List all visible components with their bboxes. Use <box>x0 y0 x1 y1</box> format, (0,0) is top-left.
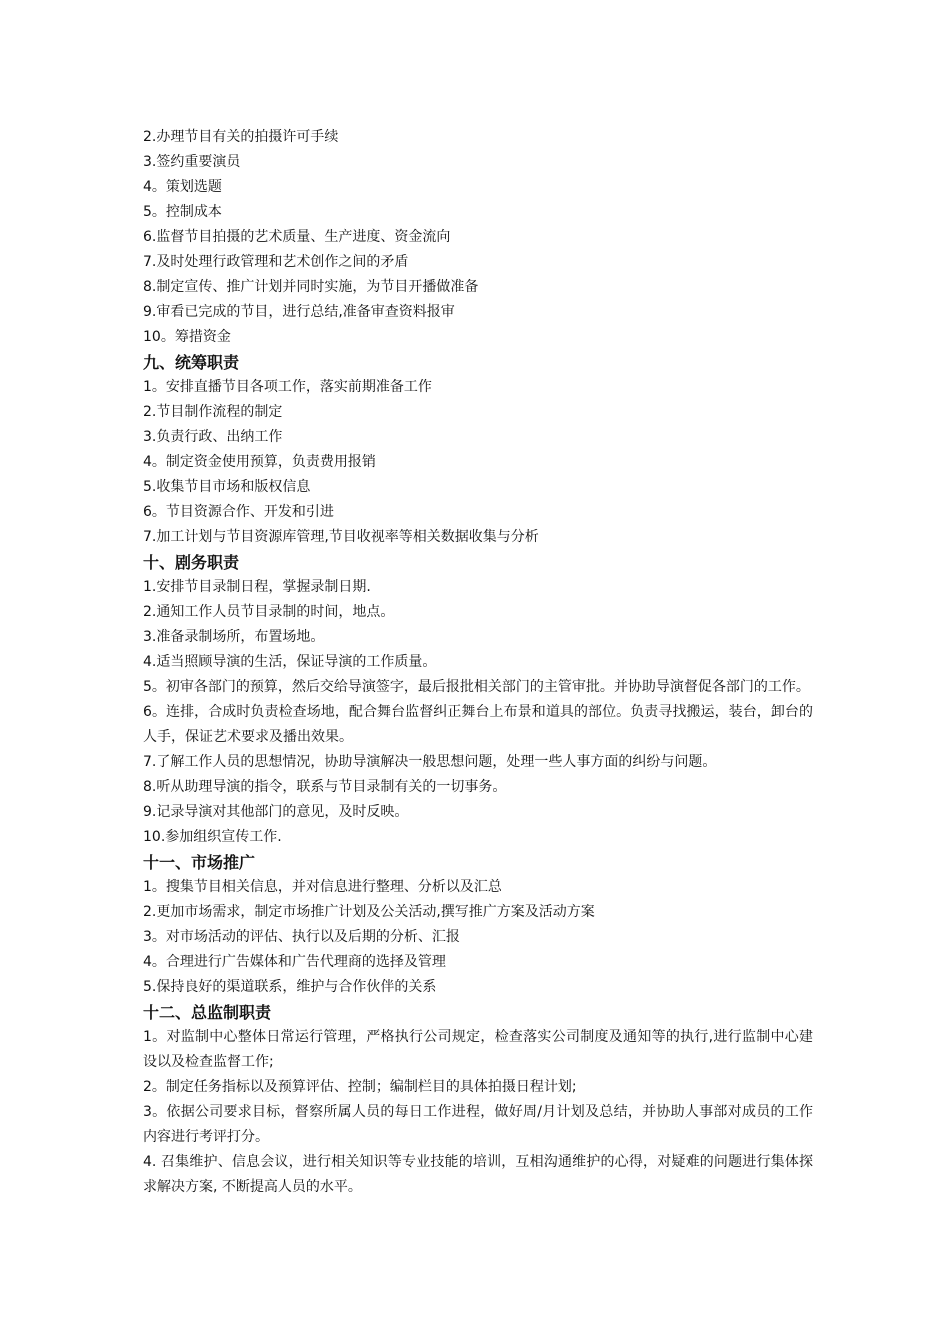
list-item: 4。合理进行广告媒体和广告代理商的选择及管理 <box>143 954 446 970</box>
list-item: 3。对市场活动的评估、执行以及后期的分析、汇报 <box>143 929 460 945</box>
list-item: 7.及时处理行政管理和艺术创作之间的矛盾 <box>143 254 409 270</box>
list-item: 7.加工计划与节目资源库管理,节目收视率等相关数据收集与分析 <box>143 529 539 545</box>
list-item: 2.办理节目有关的拍摄许可手续 <box>143 129 339 145</box>
list-item: 9.记录导演对其他部门的意见，及时反映。 <box>143 804 409 820</box>
list-item: 10.参加组织宣传工作. <box>143 829 282 845</box>
list-item: 6.监督节目拍摄的艺术质量、生产进度、资金流向 <box>143 229 451 245</box>
list-item: 1.安排节目录制日程，掌握录制日期. <box>143 579 371 595</box>
section-heading-stage-affairs: 十、剧务职责 <box>143 553 240 572</box>
list-item: 5。控制成本 <box>143 204 222 220</box>
list-item: 9.审看已完成的节目，进行总结,准备审查资料报审 <box>143 304 455 320</box>
document-body <box>143 125 813 1200</box>
section-heading-chief-supervisor: 十二、总监制职责 <box>143 1003 272 1022</box>
list-item: 2。制定任务指标以及预算评估、控制；编制栏目的具体拍摄日程计划; <box>143 1079 577 1095</box>
list-item: 1。搜集节目相关信息，并对信息进行整理、分析以及汇总 <box>143 879 502 895</box>
list-item: 6。连排，合成时负责检查场地，配合舞台监督纠正舞台上布景和道具的部位。负责寻找搬运，装台，卸台的人手，保证艺术要求及播出效果。 <box>143 704 813 745</box>
list-item: 3。依据公司要求目标，督察所属人员的每日工作进程，做好周/月计划及总结，并协助人事部对成员的工作内容进行考评打分。 <box>143 1104 813 1145</box>
list-item: 10。筹措资金 <box>143 329 231 345</box>
list-item: 5。初审各部门的预算，然后交给导演签字，最后报批相关部门的主管审批。并协助导演督促各部门的工作。 <box>143 679 810 695</box>
list-item: 7.了解工作人员的思想情况，协助导演解决一般思想问题，处理一些人事方面的纠纷与问题。 <box>143 754 717 770</box>
list-item: 2.通知工作人员节目录制的时间，地点。 <box>143 604 395 620</box>
list-item: 5.收集节目市场和版权信息 <box>143 479 311 495</box>
list-item: 4。制定资金使用预算，负责费用报销 <box>143 454 376 470</box>
list-item: 8.听从助理导演的指令，联系与节目录制有关的一切事务。 <box>143 779 507 795</box>
list-item: 3.负责行政、出纳工作 <box>143 429 283 445</box>
list-item: 3.签约重要演员 <box>143 154 241 170</box>
list-item: 4. 召集维护、信息会议，进行相关知识等专业技能的培训，互相沟通维护的心得，对疑难的问题进行集体探求解决方案, 不断提高人员的水平。 <box>143 1154 813 1195</box>
section-heading-coordination: 九、统筹职责 <box>143 353 240 372</box>
section-heading-marketing: 十一、市场推广 <box>143 853 256 872</box>
list-item: 8.制定宣传、推广计划并同时实施，为节目开播做准备 <box>143 279 479 295</box>
list-item: 3.准备录制场所，布置场地。 <box>143 629 325 645</box>
list-item: 5.保持良好的渠道联系，维护与合作伙伴的关系 <box>143 979 437 995</box>
list-item: 2.节目制作流程的制定 <box>143 404 283 420</box>
list-item: 1。对监制中心整体日常运行管理，严格执行公司规定，检查落实公司制度及通知等的执行,进行监制中心建设以及检查监督工作; <box>143 1029 813 1070</box>
list-item: 4.适当照顾导演的生活，保证导演的工作质量。 <box>143 654 437 670</box>
list-item: 4。策划选题 <box>143 179 222 195</box>
list-item: 1。安排直播节目各项工作，落实前期准备工作 <box>143 379 432 395</box>
list-item: 2.更加市场需求，制定市场推广计划及公关活动,撰写推广方案及活动方案 <box>143 904 595 920</box>
list-item: 6。节目资源合作、开发和引进 <box>143 504 334 520</box>
